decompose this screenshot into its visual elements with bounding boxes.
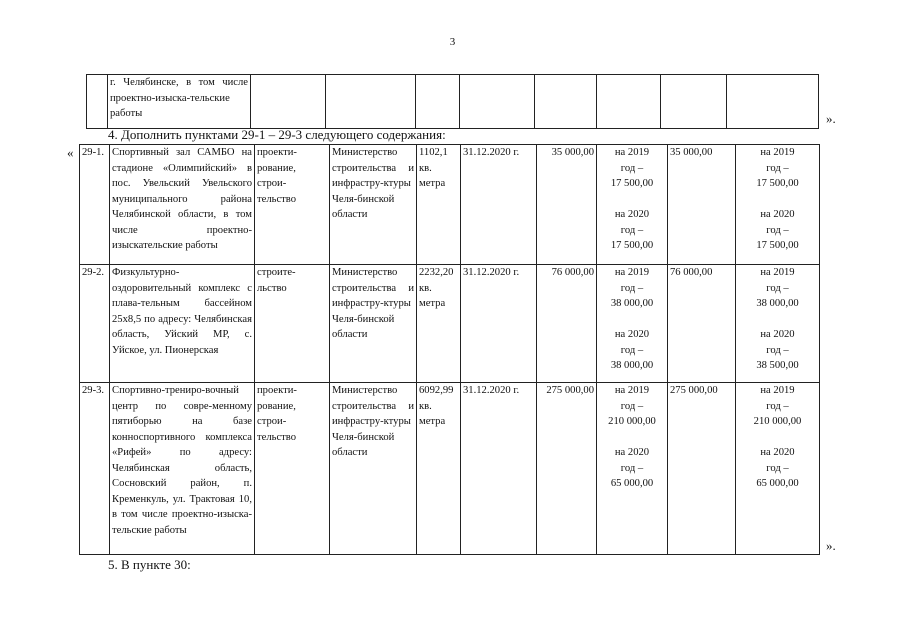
cell-capacity: 2232,20 кв. метра (417, 265, 461, 383)
cell-deadline: 31.12.2020 г. (461, 265, 537, 383)
table-row (80, 145, 820, 265)
cell-num: 29-2. (80, 265, 110, 383)
paragraph-4: 4. Дополнить пунктами 29-1 – 29-3 следующего содержания: (108, 127, 446, 142)
cell-empty (535, 75, 597, 129)
cell-empty (416, 75, 460, 129)
cell-total: 76 000,00 (537, 265, 597, 383)
opening-quote: « (67, 145, 74, 160)
cell-name: Спортивно-трениро-вочный центр по совре-менному пятиборью на базе конноспортивного комплекса «Рифей» по адресу: Челябинская область, Сосновский район, п. Кременкуль, ул. Трактовая 10, в том числе проектно-изыска-тельские работы (110, 383, 255, 555)
closing-quote: ». (826, 111, 836, 126)
cell-work-type: проекти- рование, строи- тельство (255, 383, 330, 555)
cell-num (87, 75, 108, 129)
table-row (80, 265, 820, 383)
cell-years-b: на 2019 год – 210 000,00 на 2020 год – 65 000,00 (736, 383, 820, 555)
cell-name: г. Челябинске, в том числе проектно-изыска-тельские работы (108, 75, 251, 129)
cell-years-a: на 2019 год – 210 000,00 на 2020 год – 65 000,00 (597, 383, 668, 555)
objects-table (79, 144, 820, 555)
cell-ministry: Министерство строительства и инфрастру-ктуры Челя-бинской области (330, 383, 417, 555)
cell-empty (460, 75, 535, 129)
cell-years-a: на 2019 год – 17 500,00 на 2020 год – 17 500,00 (597, 145, 668, 265)
cell-amount: 35 000,00 (668, 145, 736, 265)
cell-years-b: на 2019 год – 38 000,00 на 2020 год – 38 500,00 (736, 265, 820, 383)
page-number: 3 (449, 36, 456, 48)
cell-years-b: на 2019 год – 17 500,00 на 2020 год – 17 500,00 (736, 145, 820, 265)
cell-num: 29-3. (80, 383, 110, 555)
cell-total: 35 000,00 (537, 145, 597, 265)
cell-num: 29-1. (80, 145, 110, 265)
cell-capacity: 1102,1 кв. метра (417, 145, 461, 265)
cell-deadline: 31.12.2020 г. (461, 383, 537, 555)
cell-total: 275 000,00 (537, 383, 597, 555)
cell-capacity: 6092,99 кв. метра (417, 383, 461, 555)
cell-work-type: проекти- рование, строи- тельство (255, 145, 330, 265)
cell-empty (597, 75, 661, 129)
table-row (80, 383, 820, 555)
cell-name: Спортивный зал САМБО на стадионе «Олимпийский» в пос. Увельский Увельского муниципального района Челябинской области, в том числе проектно-изыскательские работы (110, 145, 255, 265)
closing-quote: ». (826, 538, 836, 553)
continuation-table (86, 74, 819, 129)
cell-amount: 275 000,00 (668, 383, 736, 555)
cell-ministry: Министерство строительства и инфрастру-ктуры Челя-бинской области (330, 265, 417, 383)
table-row (87, 75, 819, 129)
cell-empty (727, 75, 819, 129)
cell-empty (251, 75, 326, 129)
cell-empty (326, 75, 416, 129)
cell-work-type: строите- льство (255, 265, 330, 383)
paragraph-5: 5. В пункте 30: (108, 557, 191, 572)
cell-empty (661, 75, 727, 129)
cell-years-a: на 2019 год – 38 000,00 на 2020 год – 38 000,00 (597, 265, 668, 383)
cell-deadline: 31.12.2020 г. (461, 145, 537, 265)
cell-name: Физкультурно-оздоровительный комплекс с плава-тельным бассейном 25x8,5 по адресу: Челябинская область, Уйский МР, с. Уйское, ул. Пионерская (110, 265, 255, 383)
cell-amount: 76 000,00 (668, 265, 736, 383)
cell-ministry: Министерство строительства и инфрастру-ктуры Челя-бинской области (330, 145, 417, 265)
